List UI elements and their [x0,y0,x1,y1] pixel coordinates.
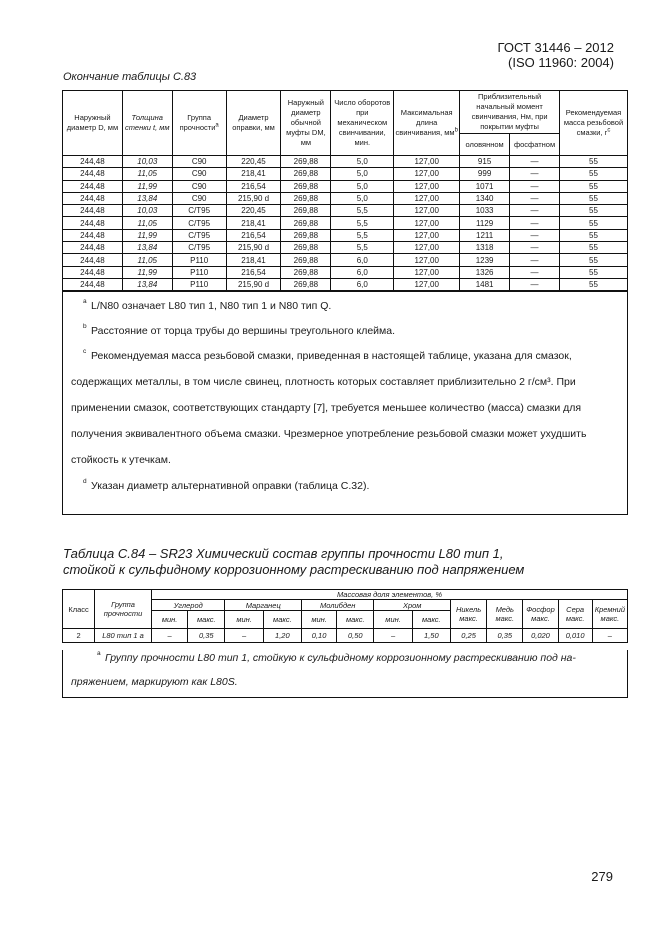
table-row [63,229,628,241]
table-cell: 1071 [460,180,510,192]
table-cell: 216,54 [226,266,281,278]
table-cell: 269,88 [281,168,331,180]
note-c-line2: содержащих металлы, в том числе свинец, плотность которых составляет приблизительно 2 г/см³. При [71,376,576,388]
table-cell: — [510,156,560,168]
t2-header-manganese: Марганец [225,600,302,611]
table-cell: 55 [560,229,628,241]
table-cell: C/T95 [172,205,226,217]
table-cell: 269,88 [281,278,331,291]
table-cell: C90 [172,156,226,168]
note-d: d Указан диаметр альтернативной оправки (таблица С.32). [83,478,370,492]
table-cell: 6,0 [331,266,394,278]
table-cell: 269,88 [281,217,331,229]
table-cell: 1340 [460,192,510,204]
t2-header-class: Класс [63,590,95,629]
header-lube-mass: Рекомендуемая масса резьбовой смазки, $г^c$ [560,91,628,156]
table-cell: 11,05 [122,217,172,229]
table-cell: 0,35 [487,629,523,643]
table-cell: — [510,192,560,204]
table-cell: C90 [172,192,226,204]
table-row [63,156,628,168]
standard-number: ГОСТ 31446 – 2012 [497,40,614,55]
table-cell: — [510,205,560,217]
table-cell: — [510,217,560,229]
table-cell: – [592,629,627,643]
table-cell: 55 [560,180,628,192]
table-cell: 220,45 [226,156,281,168]
table-cell: 11,99 [122,229,172,241]
t2-header-grade: Группа прочности [95,590,152,629]
t2-header-phosphorus: Фосфор макс. [523,600,558,629]
table-cell: 127,00 [394,205,460,217]
table-cell: 999 [460,168,510,180]
t2-header-mass-fraction: Массовая доля элементов, % [151,590,627,600]
table-cell: — [510,242,560,254]
table-cell: 5,5 [331,229,394,241]
table-cell: C90 [172,180,226,192]
t2-manganese-min: мин. [225,611,263,629]
t2-header-molybdenum: Молибден [302,600,374,611]
table-cell: 269,88 [281,180,331,192]
table-cell: 1211 [460,229,510,241]
table-cell: — [510,180,560,192]
table-cell: 1129 [460,217,510,229]
table-row [63,168,628,180]
header-max-length: Максимальная длина свинчивания, $мм^b$ [394,91,460,156]
table-cell: 6,0 [331,278,394,291]
table-cell: 13,84 [122,278,172,291]
table2-caption: Таблица С.84 – SR23 Химический состав группы прочности L80 тип 1, стойкой к сульфидному коррозионному растрескиванию под напряжением [63,546,525,577]
table-cell: 1481 [460,278,510,291]
t2-header-chromium: Хром [374,600,451,611]
t2-molybdenum-max: макс. [337,611,374,629]
table-cell: 11,05 [122,168,172,180]
table-cell: — [510,266,560,278]
table-cell: 55 [560,192,628,204]
header-phosphate: фосфатном [510,134,560,156]
table-cell: 127,00 [394,168,460,180]
t2-header-carbon: Углерод [151,600,224,611]
table-cell: 10,03 [122,205,172,217]
table-cell: 269,88 [281,229,331,241]
header-turns: Число оборотов при механическом свинчивании, мин. [331,91,394,156]
table-cell: 269,88 [281,266,331,278]
table-cell: 5,0 [331,156,394,168]
table-cell: — [510,254,560,266]
header-grade: Группа прочности$^a$ [172,91,226,156]
table-row [63,205,628,217]
table-cell: 1239 [460,254,510,266]
table-cell: 215,90 d [226,192,281,204]
t2-header-sulfur: Сера макс. [558,600,592,629]
table2-notes [62,650,628,698]
table-cell: 244,48 [63,266,123,278]
t2-manganese-max: макс. [263,611,301,629]
table-cell: 127,00 [394,156,460,168]
t2-carbon-min: мин. [151,611,187,629]
table-cell: 244,48 [63,192,123,204]
table-cell: 215,90 d [226,242,281,254]
table-row [63,278,628,291]
table-cell: — [510,278,560,291]
table-cell: 13,84 [122,242,172,254]
table-cell: 215,90 d [226,278,281,291]
table-cell: 55 [560,205,628,217]
table-cell: 11,05 [122,254,172,266]
table-cell: 55 [560,278,628,291]
table-cell: 244,48 [63,278,123,291]
table-cell: 0,25 [450,629,486,643]
table-cell: 915 [460,156,510,168]
note-c-line5: стойкость к утечкам. [71,454,171,466]
table-cell: 127,00 [394,192,460,204]
note-c-line3: применении смазок, соответствующих стандарту [7], требуется меньшее количество (масса) смазки для [71,402,582,414]
header-torque: Приблизительный начальный момент свинчивания, Нм, при покрытии муфты [460,91,560,134]
table-cell: 127,00 [394,278,460,291]
t2-carbon-max: макс. [188,611,225,629]
table-cell: 269,88 [281,242,331,254]
t2-chromium-max: макс. [412,611,450,629]
table-cell: 216,54 [226,229,281,241]
table-cell: 218,41 [226,254,281,266]
table-cell: C/T95 [172,242,226,254]
t2-header-silicon: Кремний макс. [592,600,627,629]
header-tin: оловянном [460,134,510,156]
t2-molybdenum-min: мин. [302,611,337,629]
iso-reference: (ISO 11960: 2004) [508,55,614,70]
table-cell: 55 [560,254,628,266]
table-cell: 218,41 [226,168,281,180]
header-wall-thickness: Толщина стенки t, мм [122,91,172,156]
table-cell: 127,00 [394,217,460,229]
table1 [62,90,628,292]
table-cell: 5,5 [331,205,394,217]
table-cell: 10,03 [122,156,172,168]
table-cell: 0,010 [558,629,592,643]
table-cell: 0,50 [337,629,374,643]
table-row [63,254,628,266]
table-cell: P110 [172,254,226,266]
table-cell: P110 [172,278,226,291]
table-cell: 244,48 [63,168,123,180]
table-cell: 2 [63,629,95,643]
table-cell: P110 [172,266,226,278]
table-cell: 269,88 [281,205,331,217]
table-cell: 1,50 [412,629,450,643]
table-cell: 0,35 [188,629,225,643]
table1-caption: Окончание таблицы С.83 [63,71,197,83]
t2-header-copper: Медь макс. [487,600,523,629]
document-header [498,40,614,70]
table-cell: 1,20 [263,629,301,643]
table-cell: 55 [560,217,628,229]
table-cell: 244,48 [63,254,123,266]
table-cell: – [225,629,263,643]
page-number: 279 [591,869,613,884]
table-cell: C/T95 [172,229,226,241]
table-cell: L80 тип 1 a [95,629,152,643]
table-cell: 269,88 [281,156,331,168]
table-cell: 127,00 [394,180,460,192]
header-coupling-diameter: Наружный диаметр обычной муфты DM, мм [281,91,331,156]
table-cell: 244,48 [63,205,123,217]
table-cell: 55 [560,266,628,278]
table-row [63,266,628,278]
table-row [63,180,628,192]
table1-notes [62,292,628,515]
note-c-line1: c Рекомендуемая масса резьбовой смазки, приведенная в настоящей таблице, указана для смазок, [83,348,572,362]
t2-header-nickel: Никель макс. [450,600,486,629]
table-row [63,192,628,204]
table-cell: 269,88 [281,254,331,266]
header-outer-diameter: Наружный диаметр D, мм [63,91,123,156]
note-c-line4: получения эквивалентного объема смазки. Чрезмерное употребление резьбовой смазки может ухудшить [71,428,587,440]
table-cell: 127,00 [394,229,460,241]
table-cell: 216,54 [226,180,281,192]
table-cell: 127,00 [394,254,460,266]
table-cell: — [510,229,560,241]
table-cell: 11,99 [122,266,172,278]
table-cell: 244,48 [63,180,123,192]
table-cell: 244,48 [63,242,123,254]
table-cell: 5,5 [331,217,394,229]
table-cell: 0,020 [523,629,558,643]
table-cell: C90 [172,168,226,180]
table-cell: – [374,629,412,643]
table-cell: 5,0 [331,192,394,204]
table-cell: – [151,629,187,643]
table-cell: 1326 [460,266,510,278]
table-cell: 55 [560,156,628,168]
header-mandrel-diameter: Диаметр оправки, мм [226,91,281,156]
table-cell: 127,00 [394,242,460,254]
table-cell: 244,48 [63,217,123,229]
table2 [62,589,628,643]
t2-chromium-min: мин. [374,611,412,629]
table-cell: 5,0 [331,168,394,180]
table-cell: 5,5 [331,242,394,254]
t2-note-line2: пряжением, маркируют как L80S. [71,676,238,688]
table-cell: 1033 [460,205,510,217]
table-cell: 6,0 [331,254,394,266]
table-cell: 127,00 [394,266,460,278]
table-cell: 55 [560,242,628,254]
table-cell: 55 [560,168,628,180]
table-cell: 5,0 [331,180,394,192]
table-cell: C/T95 [172,217,226,229]
table-cell: 11,99 [122,180,172,192]
t2-data-row [63,629,628,643]
t2-note-line1: a Группу прочности L80 тип 1, стойкую к сульфидному коррозионному растрескиванию под на- [97,650,576,664]
table-cell: 13,84 [122,192,172,204]
table-cell: 218,41 [226,217,281,229]
table-row [63,217,628,229]
note-a: a L/N80 означает L80 тип 1, N80 тип 1 и N80 тип Q. [83,298,332,312]
table-cell: — [510,168,560,180]
table-cell: 220,45 [226,205,281,217]
table-cell: 0,10 [302,629,337,643]
table-cell: 244,48 [63,156,123,168]
table-cell: 244,48 [63,229,123,241]
table-row [63,242,628,254]
table-cell: 269,88 [281,192,331,204]
note-b: b Расстояние от торца трубы до вершины треугольного клейма. [83,323,395,337]
table-cell: 1318 [460,242,510,254]
